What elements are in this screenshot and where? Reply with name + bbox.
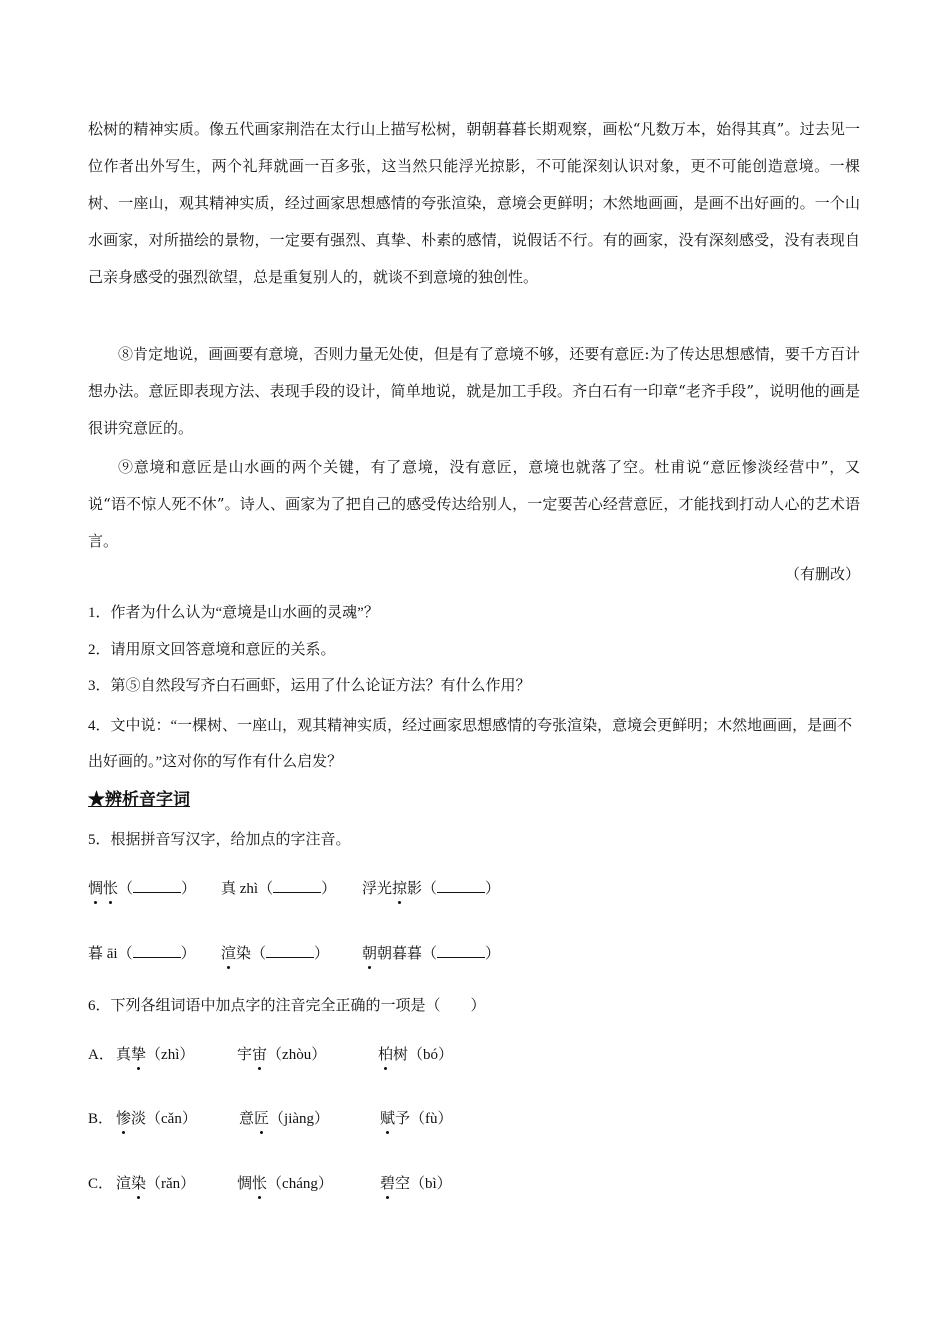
answer-blank[interactable] bbox=[133, 878, 181, 893]
question-6-stem: 6．下列各组词语中加点字的注音完全正确的一项是（ ） bbox=[88, 998, 486, 1014]
q5-item-6 bbox=[362, 942, 500, 963]
question-3: 3．第⑤自然段写齐白石画虾，运用了什么论证方法？有什么作用？ bbox=[88, 678, 531, 694]
dotted-char: 碧 bbox=[380, 1172, 395, 1193]
question-5-stem: 5．根据拼音写汉字，给加点的字注音。 bbox=[88, 832, 351, 848]
option-word bbox=[237, 1043, 326, 1064]
answer-blank[interactable] bbox=[437, 943, 485, 958]
word-part: 真 bbox=[116, 1047, 132, 1063]
pinyin: （jiàng） bbox=[269, 1111, 330, 1127]
section-title: ★辨析音字词 bbox=[88, 790, 190, 809]
answer-blank[interactable] bbox=[437, 878, 485, 893]
option-word bbox=[237, 1172, 333, 1193]
option-word bbox=[116, 1172, 195, 1193]
word-part: 惆 bbox=[237, 1176, 253, 1192]
passage-paragraph-9: ⑨意境和意匠是山水画的两个关键，有了意境，没有意匠，意境也就落了空。杜甫说“意匠惨淡经营中”，又说“语不惊人死不休”。诗人、画家为了把自己的感受传达给别人，一定要苦心经营意匠，才能找到打动人心的艺术语言。 bbox=[88, 458, 860, 550]
option-word bbox=[116, 1107, 197, 1128]
dotted-char: 惆 bbox=[88, 877, 103, 898]
answer-blank[interactable] bbox=[273, 878, 321, 893]
dotted-char: 染 bbox=[131, 1172, 146, 1193]
pinyin: 淡（cǎn） bbox=[131, 1111, 197, 1127]
dotted-char: 宙 bbox=[252, 1043, 267, 1064]
option-label: B． bbox=[88, 1111, 114, 1127]
option-word bbox=[239, 1107, 329, 1128]
pinyin: （zhì） bbox=[146, 1047, 195, 1063]
dotted-char: 怅 bbox=[103, 877, 118, 898]
pinyin-prompt: 暮 āi（ bbox=[88, 946, 133, 962]
option-label: A． bbox=[88, 1047, 114, 1063]
dotted-char: 怅 bbox=[252, 1172, 267, 1193]
q5-item-1 bbox=[88, 877, 196, 898]
q5-item-2 bbox=[221, 877, 336, 898]
dotted-char: 匠 bbox=[254, 1107, 269, 1128]
word-part: 意 bbox=[239, 1111, 255, 1127]
paren-close: ） bbox=[314, 946, 330, 962]
word-part: 宇 bbox=[237, 1047, 253, 1063]
option-word bbox=[380, 1107, 453, 1128]
option-label: C． bbox=[88, 1176, 114, 1192]
passage-paragraph-7: 松树的精神实质。像五代画家荆浩在太行山上描写松树，朝朝暮暮长期观察，画松“凡数万本，始得其真”。过去见一位作者出外写生，两个礼拜就画一百多张，这当然只能浮光掠影，不可能深刻认识对象，更不可能创造意境。一棵树、一座山，观其精神实质，经过画家思想感情的夸张渲染，意境会更鲜明；木然地画画，是画不出好画的。一个山水画家，对所描绘的景物，一定要有强烈、真挚、朴素的感情，说假话不行。有的画家，没有深刻感受，没有表现自己亲身感受的强烈欲望，总是重复别人的，就谈不到意境的独创性。 bbox=[88, 120, 860, 286]
q5-item-5 bbox=[221, 942, 329, 963]
source-note: （有删改） bbox=[784, 567, 860, 583]
answer-blank[interactable] bbox=[266, 943, 314, 958]
dotted-char: 渲 bbox=[221, 942, 236, 963]
word-part: 渲 bbox=[116, 1176, 132, 1192]
pinyin: 空（bì） bbox=[395, 1176, 452, 1192]
word-part: 染（ bbox=[236, 946, 267, 962]
word-part: 浮光 bbox=[362, 881, 393, 897]
paren-close: ） bbox=[180, 946, 196, 962]
option-word bbox=[378, 1043, 453, 1064]
dotted-char: 惨 bbox=[116, 1107, 131, 1128]
option-word bbox=[380, 1172, 452, 1193]
word-part: 朝暮暮（ bbox=[377, 946, 438, 962]
paren-close: ） bbox=[321, 881, 337, 897]
pinyin: （cháng） bbox=[267, 1176, 333, 1192]
question-4: 4．文中说：“一棵树、一座山，观其精神实质，经过画家思想感情的夸张渲染，意境会更鲜明；木然地画画，是画不出好画的。”这对你的写作有什么启发？ bbox=[88, 718, 853, 770]
pinyin-prompt: 真 zhì（ bbox=[221, 881, 274, 897]
pinyin: 予（fù） bbox=[395, 1111, 453, 1127]
dotted-char: 掠 bbox=[392, 877, 407, 898]
answer-blank[interactable] bbox=[133, 943, 181, 958]
passage-paragraph-8: ⑧肯定地说，画画要有意境，否则力量无处使，但是有了意境不够，还要有意匠:为了传达思想感情，要千方百计想办法。意匠即表现方法、表现手段的设计，简单地说，就是加工手段。齐白石有一印章“老齐手段”，说明他的画是很讲究意匠的。 bbox=[88, 345, 860, 437]
question-1: 1．作者为什么认为“意境是山水画的灵魂”？ bbox=[88, 605, 379, 621]
question-2: 2．请用原文回答意境和意匠的关系。 bbox=[88, 642, 336, 658]
option-word bbox=[116, 1043, 194, 1064]
pinyin: 树（bó） bbox=[393, 1047, 454, 1063]
dotted-char: 朝 bbox=[362, 942, 377, 963]
q5-item-3 bbox=[362, 877, 500, 898]
paren-close: ） bbox=[485, 946, 501, 962]
paren-close: ） bbox=[181, 881, 197, 897]
dotted-char: 挚 bbox=[131, 1043, 146, 1064]
pinyin: （zhòu） bbox=[267, 1047, 327, 1063]
paren-open: （ bbox=[118, 881, 134, 897]
paren-close: ） bbox=[485, 881, 501, 897]
word-part: 影（ bbox=[407, 881, 438, 897]
pinyin: （rǎn） bbox=[146, 1176, 196, 1192]
dotted-char: 柏 bbox=[378, 1043, 393, 1064]
q5-item-4 bbox=[88, 942, 196, 963]
dotted-char: 赋 bbox=[380, 1107, 395, 1128]
